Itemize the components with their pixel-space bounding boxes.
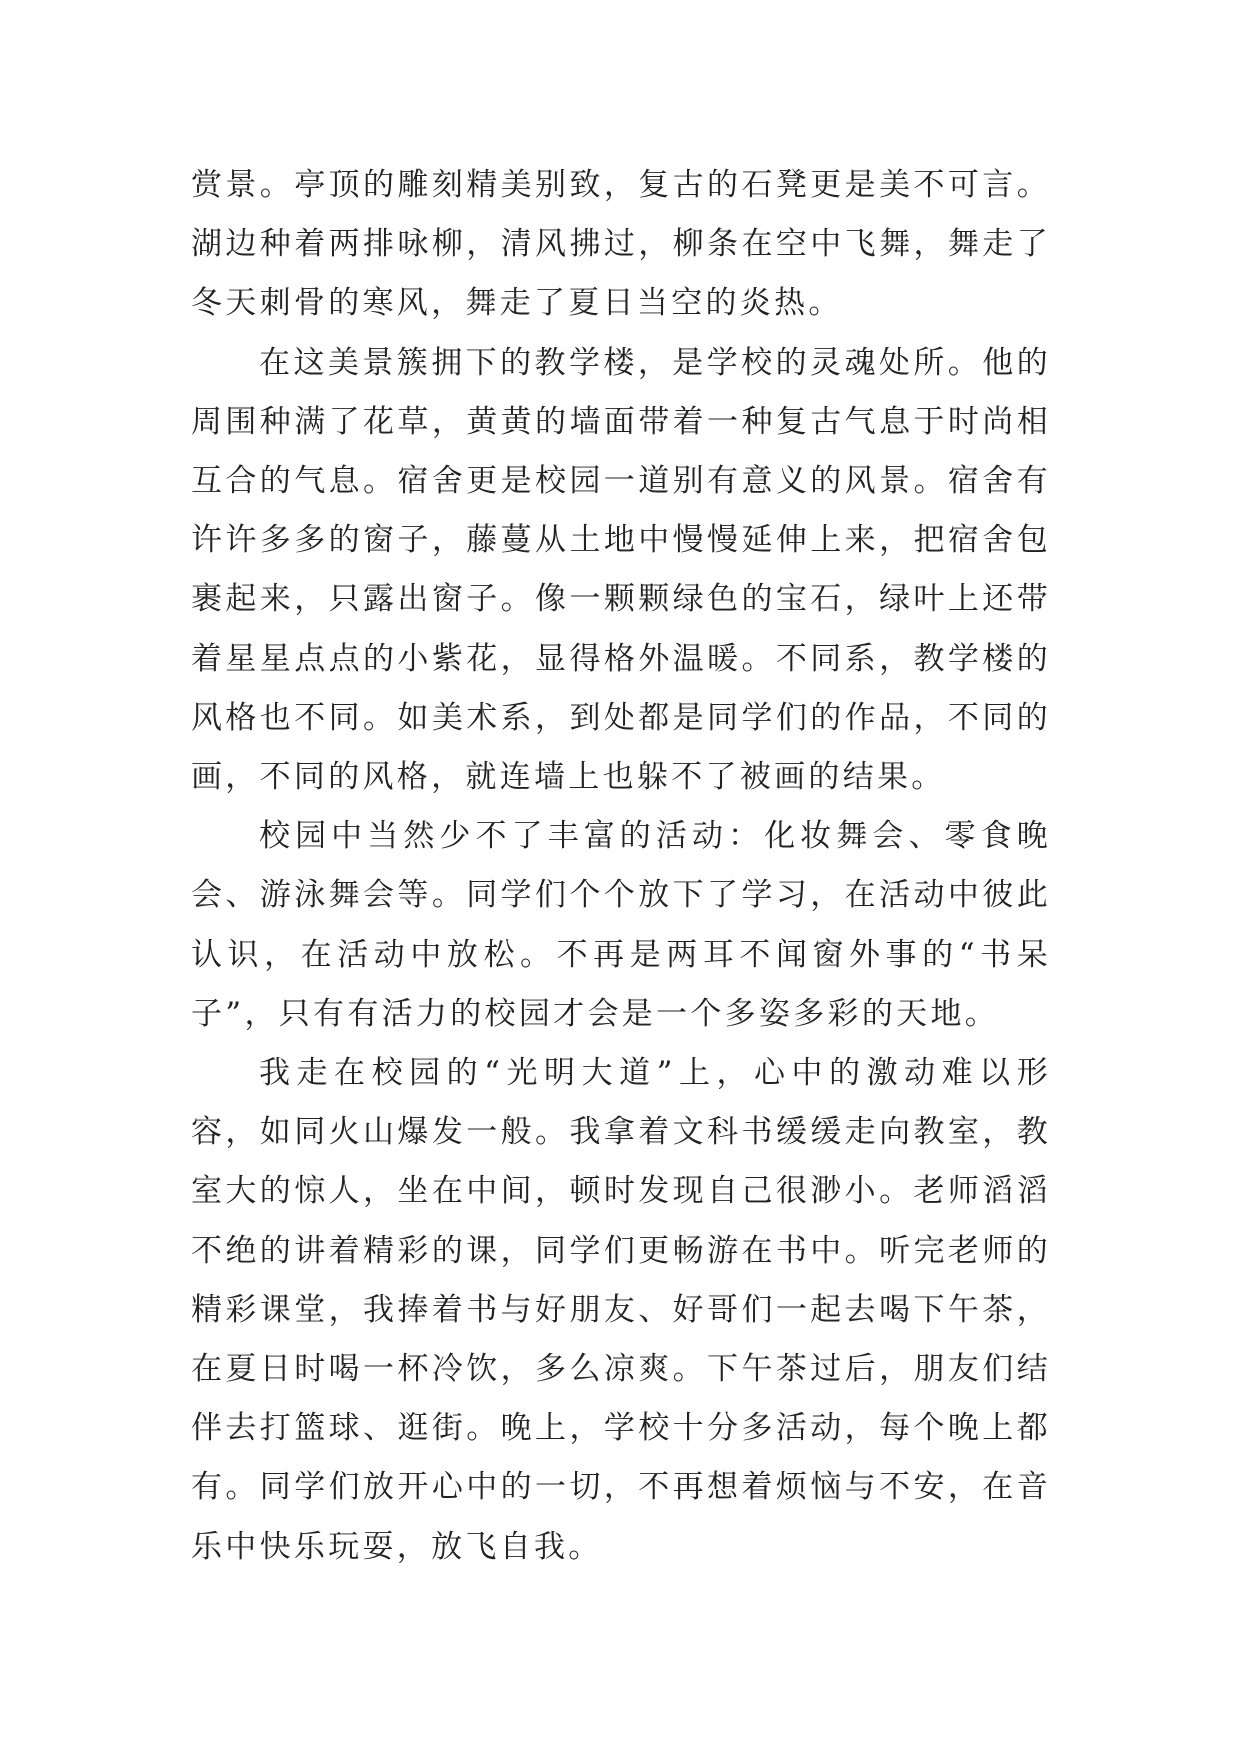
paragraph-continuation: 赏景。亭顶的雕刻精美别致，复古的石凳更是美不可言。湖边种着两排咏柳，清风拂过，柳条在空中飞舞，舞走了冬天刺骨的寒风，舞走了夏日当空的炎热。 xyxy=(191,167,1051,322)
paragraph-teaching-building: 在这美景簇拥下的教学楼，是学校的灵魂处所。他的周围种满了花草，黄黄的墙面带着一种复古气息于时尚相互合的气息。宿舍更是校园一道别有意义的风景。宿舍有许许多多的窗子，藤蔓从土地中慢慢延伸上来，把宿舍包裹起来，只露出窗子。像一颗颗绿色的宝石，绿叶上还带着星星点点的小紫花，显得格外温暖。不同系，教学楼的风格也不同。如美术系，到处都是同学们的作品，不同的画，不同的风格，就连墙上也躲不了被画的结果。 xyxy=(191,344,1051,796)
paragraph-bright-avenue: 我走在校园的“光明大道”上，心中的激动难以形容，如同火山爆发一般。我拿着文科书缓缓走向教室，教室大的惊人，坐在中间，顿时发现自己很渺小。老师滔滔不绝的讲着精彩的课，同学们更畅游在书中。听完老师的精彩课堂，我捧着书与好朋友、好哥们一起去喝下午茶，在夏日时喝一杯冷饮，多么凉爽。下午茶过后，朋友们结伴去打篮球、逛街。晚上，学校十分多活动，每个晚上都有。同学们放开心中的一切，不再想着烦恼与不安，在音乐中快乐玩耍，放飞自我。 xyxy=(191,1055,1051,1565)
paragraph-activities: 校园中当然少不了丰富的活动：化妆舞会、零食晚会、游泳舞会等。同学们个个放下了学习，在活动中彼此认识，在活动中放松。不再是两耳不闻窗外事的“书呆子”，只有有活力的校园才会是一个多姿多彩的天地。 xyxy=(191,818,1051,1032)
document-body xyxy=(191,156,1051,1577)
